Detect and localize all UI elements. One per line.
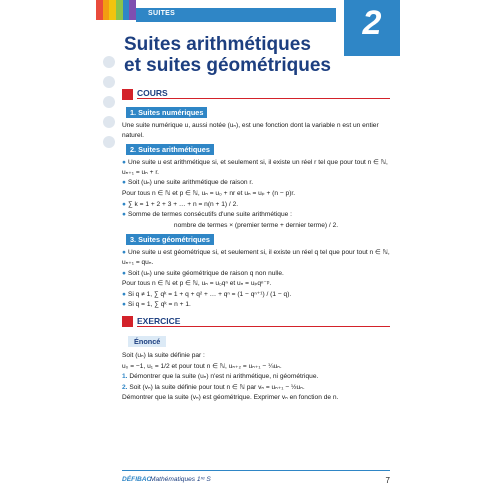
bullet-icon: ● [122, 179, 126, 187]
section-label: SUITES [148, 10, 176, 17]
cours-tag [122, 88, 390, 100]
exercice-tag [122, 316, 390, 328]
footer [122, 474, 390, 486]
bullet-icon: ● [122, 290, 126, 298]
formula: nombre de termes × (premier terme + dernier terme) / 2. [173, 221, 339, 229]
bullet-icon: ● [122, 301, 126, 309]
section-heading-1: 1. Suites numériques [126, 107, 207, 118]
paragraph: Pour tous n ∈ ℕ et p ∈ ℕ, uₙ = u₀ + nr et uₙ = uₚ + (n − p)r. [122, 189, 296, 197]
formula: Si q = 1, ∑ qᵏ = n + 1. [127, 301, 191, 309]
bullet-icon: ● [122, 159, 126, 167]
chapter-number: 2 [362, 4, 382, 42]
main-content [122, 88, 390, 404]
square-icon [122, 316, 133, 327]
side-decoration [103, 56, 117, 156]
square-icon [122, 89, 133, 100]
question-number: 1. [122, 373, 128, 381]
paragraph: Soit (uₙ) une suite arithmétique de raison r. [127, 179, 254, 187]
exercice-label: EXERCICE [137, 317, 390, 328]
book-subtitle: Mathématiques 1ʳᵉ S [150, 476, 211, 483]
section-heading-2: 2. Suites arithmétiques [126, 144, 214, 155]
formula: u₀ = −1, u₁ = 1/2 et pour tout n ∈ ℕ, uₙ₊₂ = uₙ₊₁ − ¼uₙ. [122, 362, 282, 370]
paragraph: Une suite u est géométrique si, et seulement si, il existe un réel q tel que pour tout n ∈ ℕ, uₙ₊₁ = quₙ. [122, 249, 390, 266]
formula: Si q ≠ 1, ∑ qᵏ = 1 + q + q² + … + qⁿ = (1 − qⁿ⁺¹) / (1 − q). [127, 290, 292, 298]
page-number: 7 [385, 476, 390, 485]
paragraph: Une suite numérique u, aussi notée (uₙ), est une fonction dont la variable n est un entier naturel. [122, 122, 379, 139]
stripe [109, 0, 116, 20]
bullet-icon: ● [122, 249, 126, 257]
bullet-icon: ● [122, 269, 126, 277]
title-line-2: et suites géométriques [124, 55, 331, 76]
color-stripes [96, 0, 136, 20]
question-number: 2. [122, 383, 128, 391]
stripe [103, 0, 110, 20]
section-heading-3: 3. Suites géométriques [126, 234, 214, 245]
paragraph: Une suite u est arithmétique si, et seulement si, il existe un réel r tel que pour tout n ∈ ℕ, uₙ₊₁ = uₙ + r. [122, 159, 388, 176]
footer-divider [122, 470, 390, 471]
enonce-heading: Énoncé [128, 336, 166, 347]
bullet-icon: ● [122, 200, 126, 208]
question-text: Démontrer que la suite (vₙ) est géométrique. Exprimer vₙ en fonction de n. [122, 394, 339, 402]
question-text: Soit (vₙ) la suite définie pour tout n ∈ ℕ par vₙ = uₙ₊₁ − ½uₙ. [129, 383, 305, 391]
stripe [96, 0, 103, 20]
cours-label: COURS [137, 89, 390, 100]
question-text: Démontrer que la suite (uₙ) n'est ni arithmétique, ni géométrique. [129, 373, 319, 381]
page-title [124, 34, 331, 76]
brand-logo: DÉFIBAC [122, 476, 152, 483]
stripe [116, 0, 123, 20]
paragraph: Somme de termes consécutifs d'une suite arithmétique : [127, 211, 292, 219]
paragraph: Pour tous n ∈ ℕ et p ∈ ℕ, uₙ = u₀qⁿ et uₙ = uₚqⁿ⁻ᵖ. [122, 280, 272, 288]
paragraph: Soit (uₙ) la suite définie par : [122, 351, 205, 359]
title-line-1: Suites arithmétiques [124, 34, 311, 55]
bullet-icon: ● [122, 211, 126, 219]
paragraph: Soit (uₙ) une suite géométrique de raison q non nulle. [127, 269, 284, 277]
paragraph: ∑ k = 1 + 2 + 3 + … + n = n(n + 1) / 2. [127, 200, 239, 208]
stripe [123, 0, 130, 20]
